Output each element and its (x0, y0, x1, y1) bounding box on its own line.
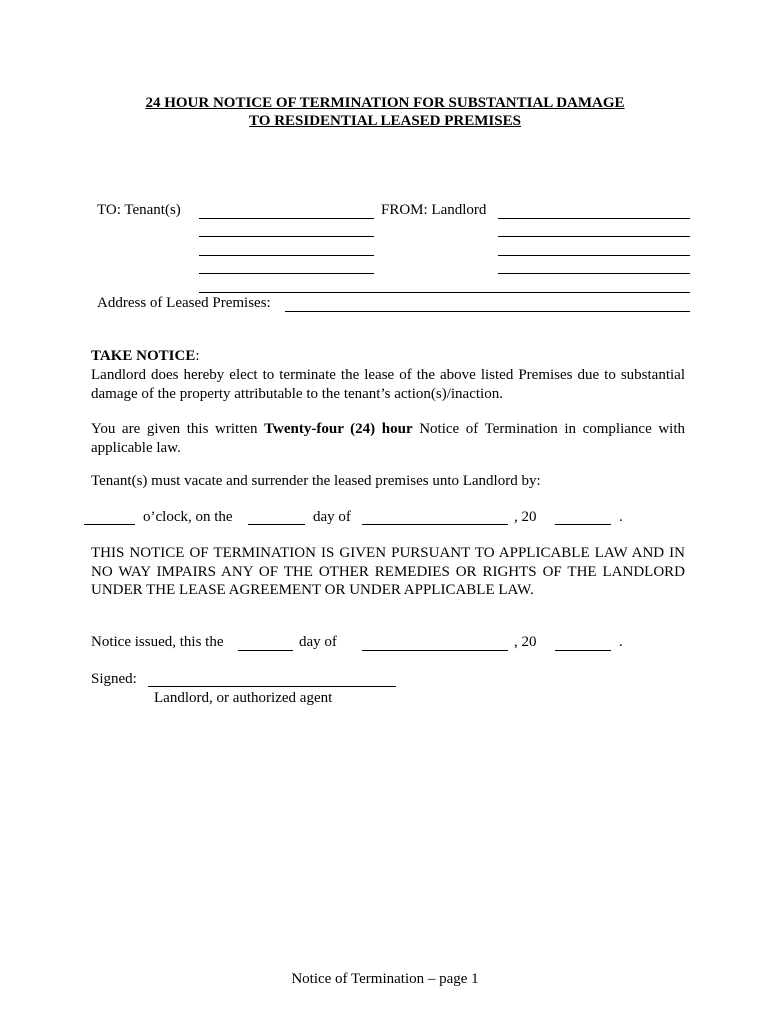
to-tenant-label: TO: Tenant(s) (97, 202, 181, 218)
address-label: Address of Leased Premises: (97, 295, 271, 311)
issued-label: Notice issued, this the (91, 634, 224, 650)
issued-year-label: , 20 (514, 634, 537, 650)
document-title-line2: TO RESIDENTIAL LEASED PREMISES (249, 113, 521, 129)
tenant-name-line-1[interactable] (199, 218, 374, 219)
notice-period-paragraph: You are given this written Twenty-four (24) hour Notice of Termination in compliance with applicable law. (91, 421, 685, 456)
vacate-period: . (619, 509, 623, 525)
tenant-name-line-2[interactable] (199, 236, 374, 237)
legal-disclaimer-paragraph: THIS NOTICE OF TERMINATION IS GIVEN PURSUANT TO APPLICABLE LAW AND IN NO WAY IMPAIRS ANY OF THE OTHER REMEDIES OR RIGHTS OF THE LANDLORD UNDER THE LEASE AGREEMENT OR UNDER APPLICABLE LAW. (91, 545, 685, 598)
from-landlord-label: FROM: Landlord (381, 202, 487, 218)
vacate-year-blank[interactable] (555, 524, 611, 525)
address-line-upper[interactable] (199, 292, 690, 293)
landlord-name-line-4[interactable] (498, 273, 690, 274)
page-footer: Notice of Termination – page 1 (291, 971, 479, 987)
signature-line[interactable] (148, 686, 396, 687)
take-notice-heading: TAKE NOTICE: (91, 348, 200, 364)
issued-day-blank[interactable] (238, 650, 293, 651)
document-title-line1: 24 HOUR NOTICE OF TERMINATION FOR SUBSTANTIAL DAMAGE (145, 95, 625, 111)
issued-dayof-label: day of (299, 634, 337, 650)
issued-month-blank[interactable] (362, 650, 508, 651)
issued-period: . (619, 634, 623, 650)
vacate-dayof-label: day of (313, 509, 351, 525)
vacate-hour-blank[interactable] (84, 524, 135, 525)
tenant-name-line-4[interactable] (199, 273, 374, 274)
signed-label: Signed: (91, 671, 137, 687)
issued-year-blank[interactable] (555, 650, 611, 651)
signature-caption: Landlord, or authorized agent (154, 690, 333, 706)
vacate-day-blank[interactable] (248, 524, 305, 525)
landlord-name-line-3[interactable] (498, 255, 690, 256)
termination-paragraph: Landlord does hereby elect to terminate the lease of the above listed Premises due to substantial damage of the property attributable to the tenant’s action(s)/inaction. (91, 367, 685, 402)
vacate-instruction: Tenant(s) must vacate and surrender the leased premises unto Landlord by: (91, 473, 541, 489)
vacate-month-blank[interactable] (362, 524, 508, 525)
landlord-name-line-1[interactable] (498, 218, 690, 219)
vacate-oclock-label: o’clock, on the (143, 509, 233, 525)
tenant-name-line-3[interactable] (199, 255, 374, 256)
vacate-year-label: , 20 (514, 509, 537, 525)
address-line-lower[interactable] (285, 311, 690, 312)
landlord-name-line-2[interactable] (498, 236, 690, 237)
